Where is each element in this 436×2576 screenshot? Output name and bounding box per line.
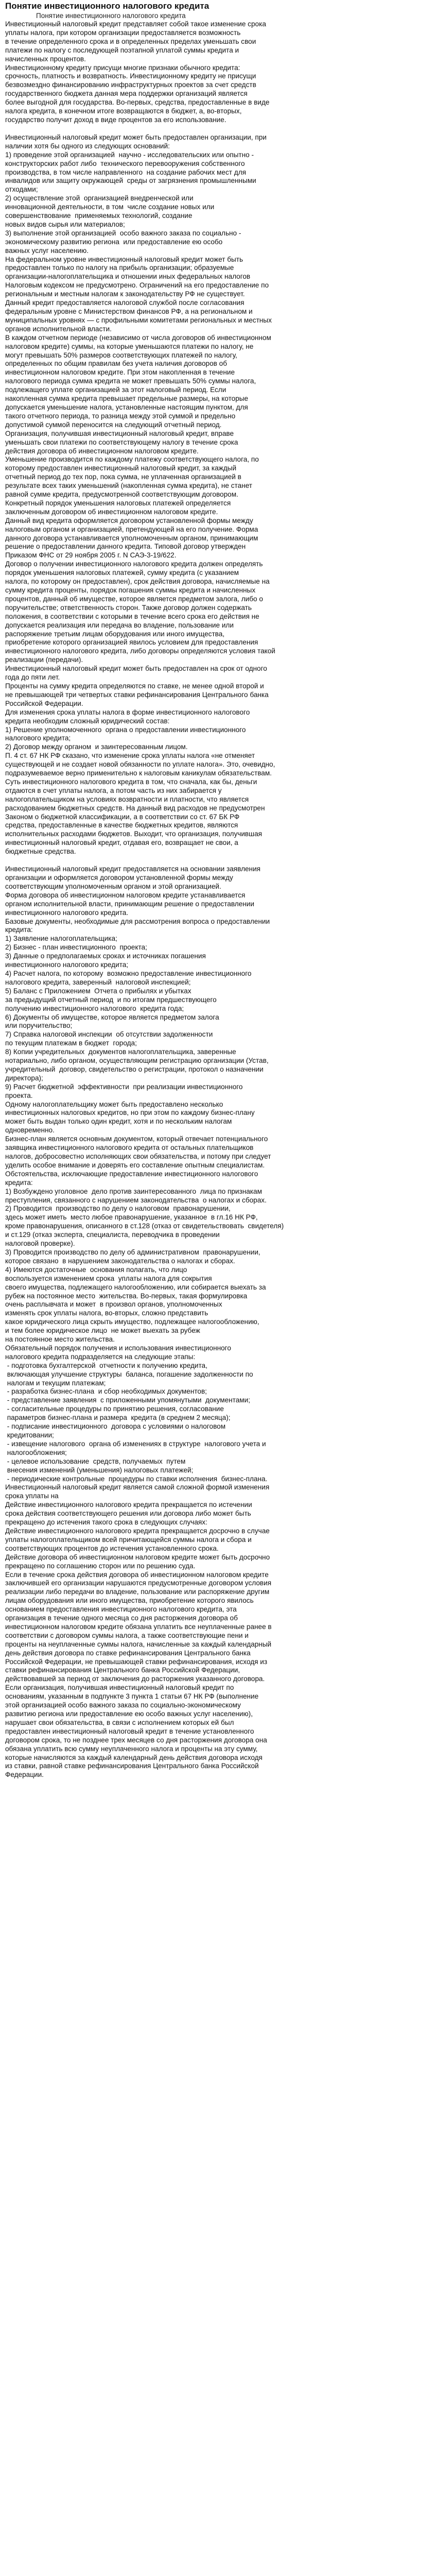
body-paragraph: 5) Баланс с Приложением Отчета о прибылях и убытках за предыдущий отчетный период и по итогам предшествующего получению инвестиционного налогового кредита года; (5, 987, 217, 1012)
body-paragraph: Обстоятельства, исключающие предоставление инвестиционного налогового кредита: (5, 1170, 258, 1187)
body-paragraph: Действие инвестиционного налогового кредита прекращается по истечении срока действия соответствующего решения или договора либо может быть прекращено до истечения такого срока в следующих случаях: (5, 1501, 252, 1527)
body-paragraph: Инвестиционный налоговый кредит предоставляется на основании заявления организации и оформляется договором установленной формы между соответствующим уполномоченным органом и этой организацией. (5, 865, 261, 890)
body-paragraph: 3) Проводится производство по делу об административном правонарушении, которое связано в нарушением законодательства о налогах и сборах. (5, 1248, 260, 1265)
body-paragraph: Если организация, получившая инвестиционный налоговый кредит по основаниям, указанным в подпункте 3 пункта 1 статьи 67 НК РФ (выполнение этой организацией особо важного заказа по социально-экономическому развитию региона или предоставление ею особо важных услуг населению), нарушает свои обязательства, в связи с исполнением которых ей был предоставлен инвестиционный налоговый кредит в течение установленного договором срока, то не позднее трех месяцев со дня расторжения договора она обязана уплатить всю сумму неуплаченного налога и проценты на эту сумму, которые начисляются за каждый календарный день действия договора исходя из ставки, равной ставке рефинансирования Центрального банка Российской Федерации. (5, 1684, 267, 1779)
body-paragraph: - согласительные процедуры по принятию решения, согласование параметров бизнес-плана и размера кредита (в среднем 2 месяца); (7, 1405, 231, 1422)
body-paragraph: Договор о получении инвестиционного налогового кредита должен определять порядок уменьшения налоговых платежей, сумму кредита (с указанием налога, по которому он предоставлен), срок действия договора, начисляемые на сумму кредита проценты, порядок погашения суммы кредита и начисленных процентов, данный об имуществе, которое является предметом залога, либо о поручительстве; ответственность сторон. Также договор должен содержать положения, в соответствии с которыми в течение всего срока его действия не допускается реализация или передача во владение, пользование или распоряжение третьим лицам оборудования или иного имущества, приобретение которого организацией явилось условием для предоставления инвестиционного налогового кредита, либо договоры определяются условия такой реализации (передачи). (5, 560, 275, 664)
body-paragraph: В каждом отчетном периоде (независимо от числа договоров об инвестиционном налоговом кредите) суммы, на которые уменьшаются платежи по налогу, не могут превышать 50% размеров соответствующих платежей по налогу, определенных по общим правилам без учета наличия договоров об инвестиционном налоговом кредите. При этом накопленная в течение налогового периода сумма кредита не может превышать 50% суммы налога, подлежащего уплате организацией за этот налоговый период. Если накопленная сумма кредита превышает предельные размеры, на которые допускается уменьшение налога, установленные настоящим пунктом, для такого отчетного периода, то разница между этой суммой и предельно допустимой суммой переносится на следующий отчетный период. (5, 333, 271, 429)
body-paragraph: 1) проведение этой организацией научно - исследовательских или опытно - конструкторских работ либо технического перевооружения собственного производства, в том числе направленного на создание рабочих мест для инвалидов или защиту окружающей среды от загрязнения промышленными отходами; (5, 150, 256, 194)
body-paragraph: - подписание инвестиционного договора с условиями о налоговом кредитовании; (7, 1422, 226, 1439)
body-paragraph: Проценты на сумму кредита определяются по ставке, не менее одной второй и не превышающей три четвертых ставки рефинансирования Центрального банка Российской Федерации. (5, 682, 269, 707)
body-paragraph: 6) Документы об имуществе, которое является предметом залога или поручительство; (5, 1013, 219, 1030)
body-paragraph: Организация, получившая инвестиционный налоговый кредит, вправе уменьшать свои платежи по соответствующему налогу в течение срока действия договора об инвестиционном налоговом кредите. (5, 429, 238, 455)
body-paragraph: - извещение налогового органа об изменениях в структуре налогового учета и налогообложения; (7, 1439, 266, 1456)
body-paragraph: - периодические контрольные процедуры по ставки исполнения бизнес-плана. (5, 1475, 268, 1483)
body-paragraph: 7) Справка налоговой инспекции об отсутствии задолженности по текущим платежам в бюджет города; (5, 1030, 213, 1047)
body-paragraph: 4) Расчет налога, по которому возможно предоставление инвестиционного налогового кредита, заверенный налоговой инспекцией; (5, 969, 252, 986)
body-paragraph: 9) Расчет бюджетной эффективности при реализации инвестиционного проекта. (5, 1082, 243, 1099)
body-paragraph: 4) Имеются достаточные основания полагать, что лицо воспользуется изменением срока уплаты налога для сокрытия своего имущества, подлежащего налогообложению, или собирается выехать за рубеж на постоянное место жительства. Во-первых, такая формулировка очень расплывчата и может в произвол органов, уполномоченных изменять срок уплаты налога, во-вторых, сложно представить какое юридического лица скрыть имущество, подлежащее налогообложению, и тем более юридическое лицо не может выехать за рубеж на постоянное место жительства. (5, 1265, 266, 1344)
body-paragraph: - целевое использование средств, получаемых путем внесения изменений (уменьшения) налоговых платежей; (7, 1457, 194, 1474)
page-title: Понятие инвестиционного налогового кредита (5, 1, 210, 11)
body-paragraph: 2) Договор между органом и заинтересованным лицом. (5, 743, 188, 751)
body-paragraph: 1) Возбуждено уголовное дело против заинтересованного лица по признакам преступления, связанного с нарушением законодательства о налогах и сборах. 2) Проводится производство по делу о налоговом правонарушении, здесь может иметь место любое правонарушение, указанное в гл.16 НК РФ, кроме правонарушения, описанного в ст.128 (отказ от свидетельствовать свидетеля) и ст.129 (отказ эксперта, специалиста, переводчика в проведении налоговой проверке). (5, 1187, 284, 1248)
body-paragraph: 8) Копии учредительных документов налогоплательщика, заверенные нотариально, либо органом, осуществляющим регистрацию организации (Устав, учредительный договор, свидетельство о регистрации, протокол о назначении директора); (5, 1048, 269, 1082)
body-paragraph: Действие инвестиционного налогового кредита прекращается досрочно в случае уплаты налогоплательщиком всей причитающейся суммы налога и сбора и соответствующих процентов до истечения установленного срока. (5, 1527, 270, 1552)
document-body (5, 20, 431, 1780)
body-paragraph: Если в течение срока действия договора об инвестиционном налоговом кредите заключившей его организации нарушаются предусмотренные договором условия реализации либо передачи во владение, пользование или распоряжение другим лицам оборудования или иного имущества, приобретение которого явилось основанием предоставления инвестиционного налогового кредита, эта организация в течение одного месяца со дня расторжения договора об инвестиционном налоговом кредите обязана уплатить все неуплаченные ранее в соответствии с договором суммы налога, а также соответствующие пени и проценты на неуплаченные суммы налога, начисленные за каждый календарный день действия договора по ставке рефинансирования Центрального банка Российской Федерации, не превышающей ставки рефинансирования, исходя из ставки рефинансирования Центрального банка Российской Федерации, действовавшей за период от заключения до расторжения указанного договора. (5, 1570, 272, 1683)
body-paragraph: На федеральном уровне инвестиционный налоговый кредит может быть предоставлен только по налогу на прибыль организации; образуемые организации-налогоплательщика и отношении иных федеральных налогов Налоговым кодексом не предусмотрено. Ограничений на его предоставление по региональным и местным налогам к законодательству РФ не существует. Данный кредит предоставляется налоговой службой после согласования федеральным уровне с Министерством финансов РФ, а на региональном и муниципальных уровнях — с профильными комитетами региональных и местных органов исполнительной власти. (5, 255, 272, 333)
body-paragraph: 3) Данные о предполагаемых сроках и источниках погашения инвестиционного налогового кредита; (5, 952, 206, 969)
body-paragraph: Инвестиционный налоговый кредит является самой сложной формой изменения срока уплаты на (5, 1483, 270, 1500)
body-paragraph: - подготовка бухгалтерской отчетности к получению кредита, включающая улучшение структуры баланса, погашение задолженности по налогам и текущим платежам; (7, 1361, 253, 1387)
body-paragraph: Базовые документы, необходимые для рассмотрения вопроса о предоставлении кредита: (5, 917, 270, 934)
body-paragraph: Действие договора об инвестиционном налоговом кредите может быть досрочно прекращено по соглашению сторон или по решению суда. (5, 1553, 270, 1570)
body-paragraph: - представление заявления с приложенными упомянутыми документами; (5, 1396, 250, 1404)
body-paragraph: Бизнес-план является основным документом, который отвечает потенциального заявщика инвестиционного налогового кредита от остальных плательщиков налогов, добросовестно исполняющих свои обязательства, и потому при следует уделить особое внимание и доверять его составление опытным специалистам. (5, 1135, 271, 1169)
body-paragraph: 2) Бизнес - план инвестиционного проекта; (5, 943, 147, 952)
body-paragraph: 2) осуществление этой организацией внедренческой или инновационной деятельности, в том числе создание новых или совершенствование применяемых технологий, создание новых видов сырья или материалов; (5, 194, 215, 228)
body-paragraph: Инвестиционный налоговый кредит может быть предоставлен организации, при наличии хотя бы одного из следующих оснований: (5, 133, 267, 150)
body-paragraph: 1) Решение уполномоченного органа о предоставлении инвестиционного налогового кредита; (5, 725, 246, 742)
body-paragraph: Данный вид кредита оформляется договором установленной формы между налоговым органом и организацией, претендующей на его получение. Форма данного договора устанавливается уполномоченным органом, принимающим решение о предоставлении данного кредита. Типовой договор утвержден Приказом ФНС от 29 ноября 2005 г. N САЭ-3-19/622. (5, 516, 258, 560)
body-paragraph: - разработка бизнес-плана и сбор необходимых документов; (5, 1387, 207, 1396)
body-paragraph: П. 4 ст. 67 НК РФ сказано, что изменение срока уплаты налога «не отменяет существующей и не создает новой обязанности по уплате налога». Это, очевидно, подразумеваемое верно применительно к налоговым каникулам обязательствам. Суть инвестиционного налогового кредита в том, что сначала, как бы, деньги отдаются в счет уплаты налога, а потом часть из них забирается у налогоплательщиком на условиях возвратности и платности, что является расходованием бюджетных средств. На данный вид расходов не предусмотрен Законом о бюджетной классификации, а в соответствии со ст. 67 БК РФ средства, предоставленные в качестве бюджетных кредитов, являются исполнительных расходами бюджетов. Выходит, что организация, получившая инвестиционный налоговый кредит, отдавая его, возвращает не свои, а бюджетные средства. (5, 752, 275, 856)
body-paragraph: Инвестиционный налоговый кредит может быть предоставлен на срок от одного года до пяти лет. (5, 665, 267, 682)
document-subtitle: Понятие инвестиционного налогового кредита (36, 12, 186, 20)
body-paragraph: Обязательный порядок получения и использования инвестиционного налогового кредита подразделяется на следующие этапы: (5, 1344, 231, 1361)
body-paragraph: Для изменения срока уплаты налога в форме инвестиционного налогового кредита необходим сложный юридический состав: (5, 708, 250, 725)
body-paragraph: 3) выполнение этой организацией особо важного заказа по социально - экономическому развитию региона или предоставление ею особо важных услуг населению. (5, 229, 241, 255)
body-paragraph: Инвестиционному кредиту присущи многие признаки обычного кредита: срочность, платность и возвратность. Инвестиционному кредиту не присущи безвозмездно финансированию инфраструктурных проектов за счет средств государственного бюджета данная мера поддержки организаций является более выгодной для государства. Во-первых, средства, предоставленные в виде налога кредита, в конечном итоге возвращаются в бюджет, а, во-вторых, государство получит доход в виде процентов за его использование. (5, 63, 270, 124)
body-paragraph: 1) Заявление налогоплательщика; (5, 935, 117, 943)
body-paragraph: Форма договора об инвестиционном налоговом кредите устанавливается органом исполнительной власти, принимающим решение о предоставлении инвестиционного налогового кредита. (5, 891, 254, 917)
body-paragraph: Одному налогоплательщику может быть предоставлено несколько инвестиционных налоговых кредитов, но при этом по каждому бизнес-плану может быть выдан только один кредит, хотя и по нескольким налогам одновременно. (5, 1100, 255, 1134)
body-paragraph: Инвестиционный налоговый кредит представляет собой такое изменение срока уплаты налога, при котором организации предоставляется возможность в течение определенного срока и в определенных пределах уменьшать свои платежи по налогу с последующей поэтапной уплатой суммы кредита и начисленных процентов. (5, 20, 266, 63)
body-paragraph: Уменьшение производится по каждому платежу соответствующего налога, по которому предоставлен инвестиционный налоговый кредит, за каждый отчетный период до тех пор, пока сумма, не уплаченная организацией в результате всех таких уменьшений (накопленная сумма кредита), не станет равной сумме кредита, предусмотренной соответствующим договором. Конкретный порядок уменьшения налоговых платежей определяется заключенным договором об инвестиционном налоговом кредите. (5, 455, 259, 516)
